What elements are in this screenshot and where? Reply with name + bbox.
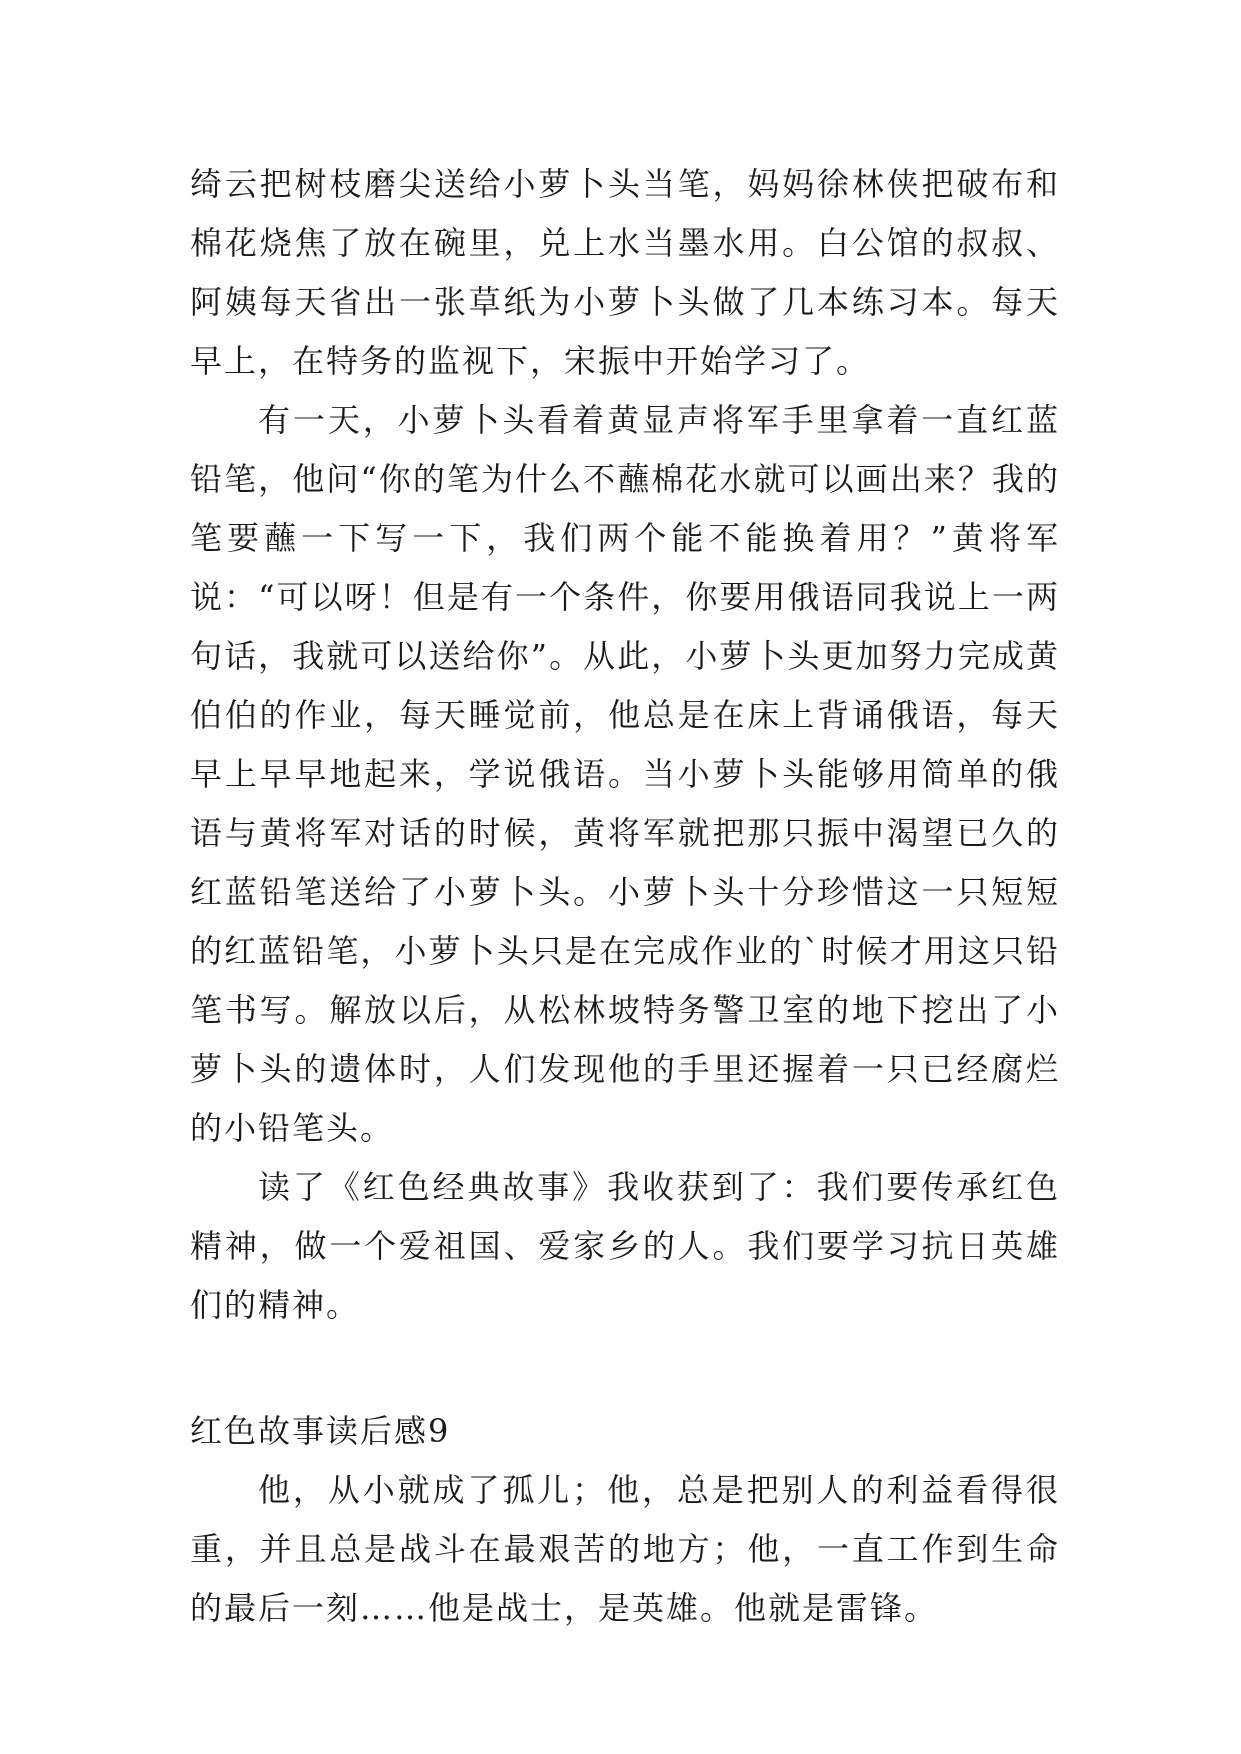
paragraph-continuation: 绮云把树枝磨尖送给小萝卜头当笔，妈妈徐林侠把破布和棉花烧焦了放在碗里，兑上水当墨水用。白公馆的叔叔、阿姨每天省出一张草纸为小萝卜头做了几本练习本。每天早上，在特务的监视下，宋振中开始学习了。 (190, 165, 1060, 380)
paragraph-lei-feng: 他，从小就成了孤儿；他，总是把别人的利益看得很重，并且总是战斗在最艰苦的地方；他，一直工作到生命的最后一刻……他是战士，是英雄。他就是雷锋。 (190, 1471, 1060, 1627)
paragraph-reflection: 读了《红色经典故事》我收获到了：我们要传承红色精神，做一个爱祖国、爱家乡的人。我们要学习抗日英雄们的精神。 (190, 1168, 1060, 1324)
paragraph-pencil-story: 有一天，小萝卜头看着黄显声将军手里拿着一直红蓝铅笔，他问“你的笔为什么不蘸棉花水就可以画出来？我的笔要蘸一下写一下，我们两个能不能换着用？”黄将军说：“可以呀！但是有一个条件，你要用俄语同我说上一两句话，我就可以送给你”。从此，小萝卜头更加努力完成黄伯伯的作业，每天睡觉前，他总是在床上背诵俄语，每天早上早早地起来，学说俄语。当小萝卜头能够用简单的俄语与黄将军对话的时候，黄将军就把那只振中渴望已久的红蓝铅笔送给了小萝卜头。小萝卜头十分珍惜这一只短短的红蓝铅笔，小萝卜头只是在完成作业的`时候才用这只铅笔书写。解放以后，从松林坡特务警卫室的地下挖出了小萝卜头的遗体时，人们发现他的手里还握着一只已经腐烂的小铅笔头。 (190, 401, 1060, 1147)
section-heading: 红色故事读后感9 (190, 1412, 451, 1450)
document-body (190, 155, 1060, 1638)
